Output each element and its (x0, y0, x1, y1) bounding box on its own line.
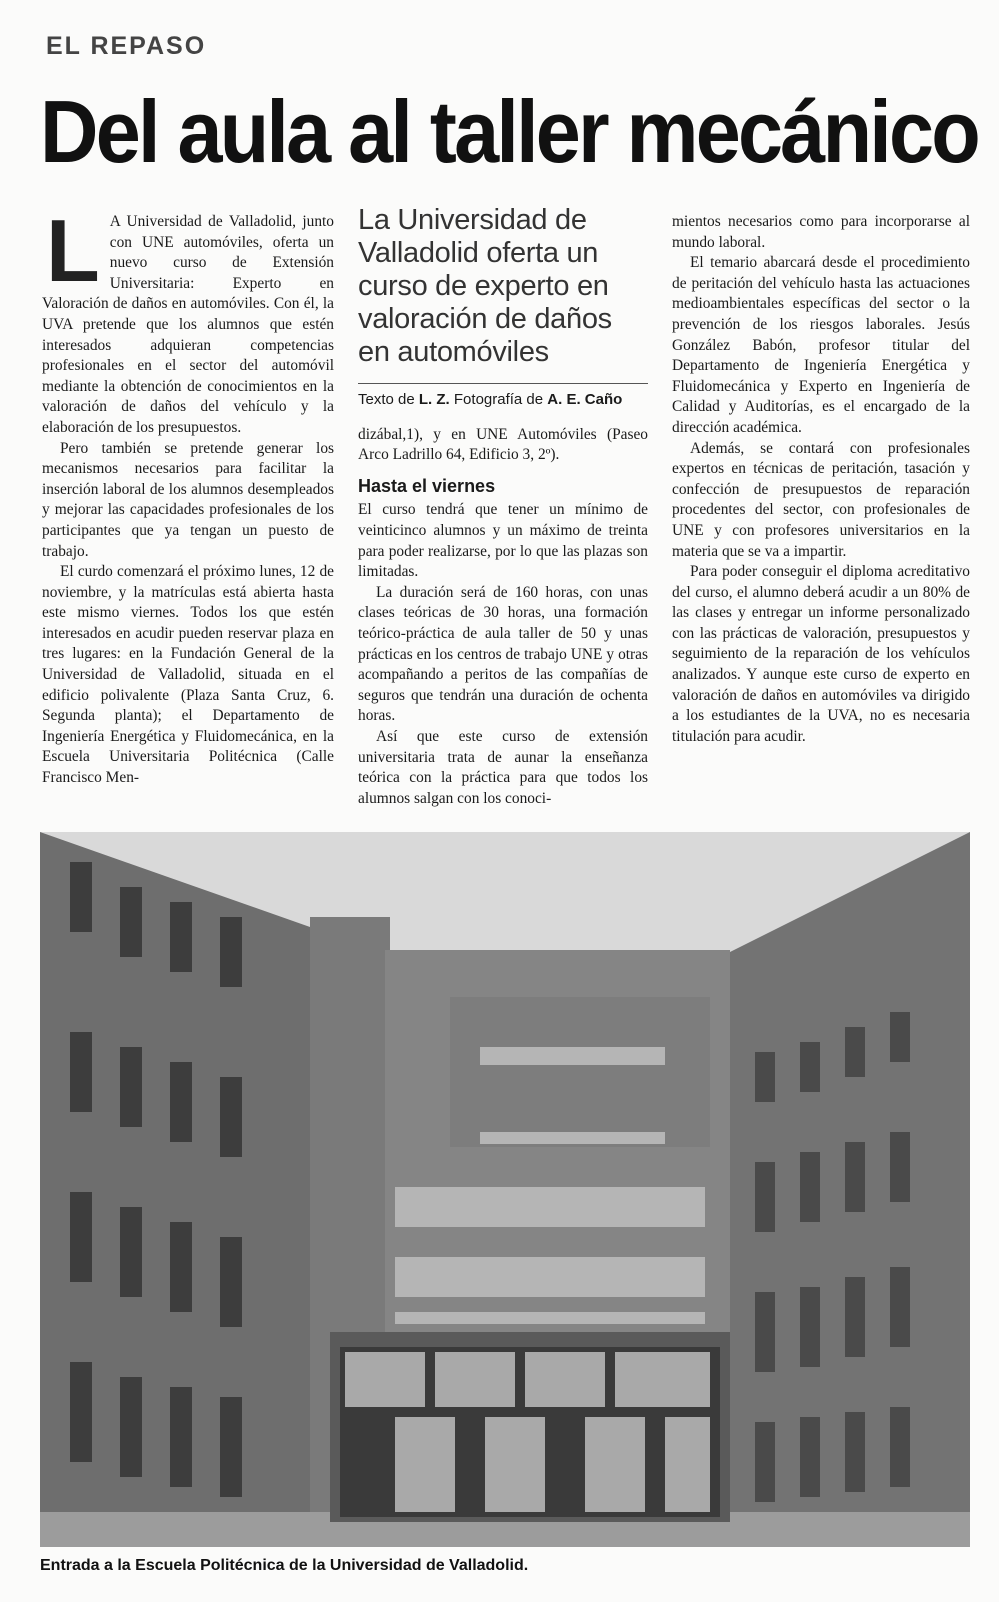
building-illustration (40, 832, 970, 1547)
photo-caption: Entrada a la Escuela Politécnica de la Universidad de Valladolid. (40, 1557, 529, 1574)
building-photo (40, 832, 970, 1547)
paragraph: El temario abarcará desde el procedimiento de peritación del vehículo hasta las actuaciones medioambientales específicas del sector o la prevención de los riesgos laborales. Jesús González Babón, profesor titular del Departamento de Ingeniería Energética y Fluidomecánica y Experto en Ingeniería de Calidad y Auditorías, es el encargado de la dirección académica. (672, 254, 970, 436)
paragraph: Así que este curso de extensión universitaria trata de aunar la enseñanza teórica con la práctica para que todos los alumnos salgan con los conoci- (358, 727, 648, 807)
headline: Del aula al taller mecánico (40, 82, 978, 181)
deck: La Universidad de Valladolid oferta un curso de experto en valoración de daños en automóviles (358, 204, 612, 368)
paragraph: El curdo comenzará el próximo lunes, 12 de noviembre, y la matrículas está abierta hasta este mismo viernes. Todos los que estén interesados en acudir pueden reservar plaza en tres lugares: en la Fundación General de la Universidad de Valladolid, situada en el edificio polivalente (Plaza Santa Cruz, 6. Segunda planta); el Departamento de Ingeniería Energética y Fluidomecánica, en la Escuela Universitaria Politécnica (Calle Francisco Men- (42, 563, 334, 787)
drop-cap: L (46, 201, 100, 300)
paragraph: Para poder conseguir el diploma acreditativo del curso, el alumno deberá acudir a un 80% de las clases y entregar un informe personalizado con las prácticas de valoración, presupuestos y seguimiento de la reparación de los vehículos analizados. Y aunque este curso de experto en valoración de daños en automóviles va dirigido a los estudiantes de la UVA, no es necesaria titulación para acudir. (672, 563, 970, 745)
paragraph: A Universidad de Valladolid, junto con UNE automóviles, oferta un nuevo curso de Extensión Universitaria: Experto en Valoración de daños en automóviles. Con él, la UVA pretende que los alumnos que estén interesados adquieran competencias profesionales en el sector del automóvil mediante la obtención de conocimientos en la valoración de daños del vehículo y la elaboración de los presupuestos. (42, 213, 334, 436)
byline-author: L. Z. (418, 391, 450, 408)
byline-text-prefix: Texto de (358, 391, 415, 408)
byline-photo-prefix: Fotografía de (453, 391, 544, 408)
section-label: EL REPASO (46, 32, 207, 60)
paragraph: El curso tendrá que tener un mínimo de veinticinco alumnos y un máximo de treinta para poder realizarse, por lo que las plazas son limitadas. (358, 501, 648, 581)
byline (358, 383, 648, 411)
subheading: Hasta el viernes (358, 475, 496, 496)
article-column-3 (672, 212, 970, 747)
article-column-1 (42, 201, 334, 789)
paragraph: mientos necesarios como para incorporarse al mundo laboral. (672, 213, 970, 251)
byline-photographer: A. E. Caño (547, 391, 623, 408)
paragraph: Además, se contará con profesionales expertos en técnicas de peritación, tasación y confección de presupuestos de reparación procedentes del sector, con profesionales de UNE y con profesores universitarios en la materia que se va a impartir. (672, 439, 970, 560)
paragraph: Pero también se pretende generar los mecanismos necesarios para facilitar la inserción laboral de los alumnos desempleados y mejorar las capacidades profesionales de los participantes que ya tengan un puesto de trabajo. (42, 439, 334, 560)
paragraph: La duración será de 160 horas, con unas clases teóricas de 30 horas, una formación teórico-práctica de aula taller de 50 y unas prácticas en los centros de trabajo UNE y otras acompañando a peritos de las compañías de seguros que tendrán una duración de ochenta horas. (358, 583, 648, 725)
paragraph: dizábal,1), y en UNE Automóviles (Paseo Arco Ladrillo 64, Edificio 3, 2º). (358, 425, 648, 464)
article-column-2 (358, 204, 648, 809)
